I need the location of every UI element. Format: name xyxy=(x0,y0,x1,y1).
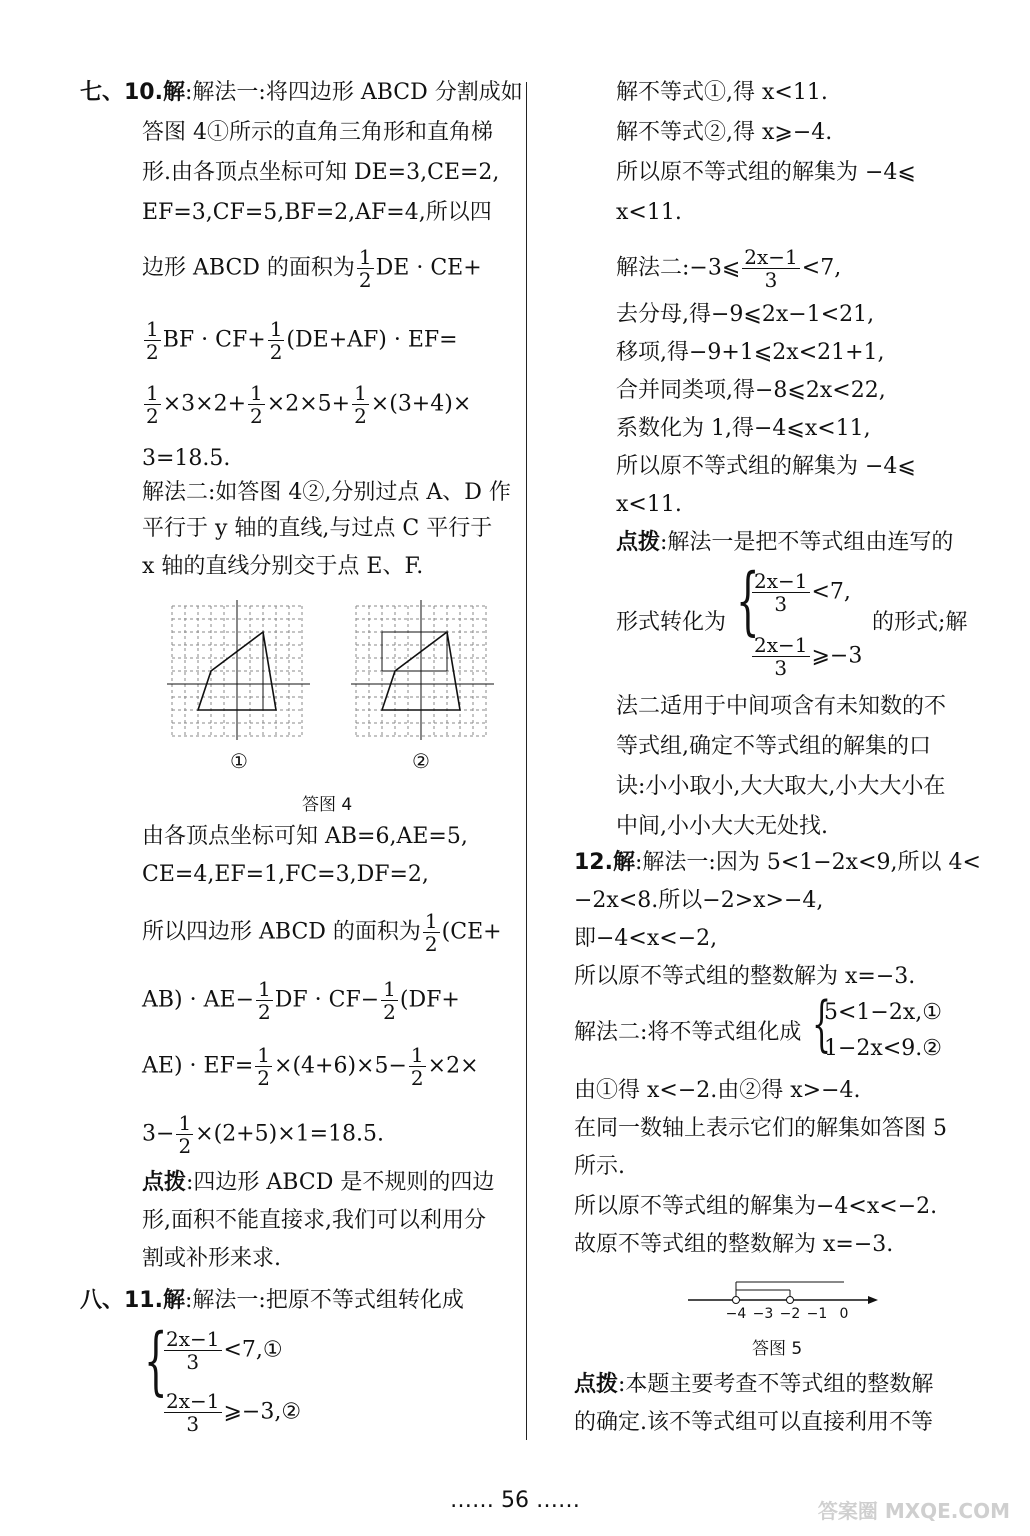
q10-line-5: 边形 ABCD 的面积为 $\frac{1}{2}$ DE · CE+ xyxy=(142,245,482,292)
r-tip-line-2: 形式转化为 xyxy=(616,610,727,635)
number-line-figure-5 xyxy=(684,1274,884,1324)
r-system-brace: { xyxy=(736,558,760,644)
q12-system-line-b: 1−2x<9.② xyxy=(824,1036,942,1061)
figure-4-1-label: ① xyxy=(230,749,248,773)
r-line-10: 所以原不等式组的解集为 −4⩽ xyxy=(616,454,916,479)
r-line-3: 所以原不等式组的解集为 −4⩽ xyxy=(616,160,916,185)
q10-line-3: 形.由各顶点坐标可知 DE=3,CE=2, xyxy=(142,160,500,185)
r-line-11: x<11. xyxy=(616,492,682,517)
r-system-line-a: $\frac{2x-1}{3}$ <7, xyxy=(754,569,851,616)
system-1-line-a: $\frac{2x-1}{3}$ <7,① xyxy=(166,1327,283,1374)
q10-line-6: $\frac{1}{2}$ BF · CF+ $\frac{1}{2}$ (DE+AF) · EF= xyxy=(146,317,458,364)
column-divider xyxy=(526,82,527,1440)
r-tip-line-2b: 的形式;解 xyxy=(872,610,968,635)
r-line-16: 诀:小小取小,大大取大,小大大小在 xyxy=(616,774,946,799)
m2-line-4: 由各顶点坐标可知 AB=6,AE=5, xyxy=(142,824,468,849)
m2-line-3: x 轴的直线分别交于点 E、F. xyxy=(142,554,424,579)
q12-system-line-a: 5<1−2x,① xyxy=(824,1000,942,1025)
q10-line-8: 3=18.5. xyxy=(142,446,231,471)
nl-label-4: 0 xyxy=(839,1306,849,1322)
figure-5-caption: 答图 5 xyxy=(752,1339,803,1359)
q12-line-6: 由①得 x<−2.由②得 x>−4. xyxy=(574,1078,861,1103)
figure-4-caption: 答图 4 xyxy=(302,795,353,815)
q12-tip-line-1: 点拨:本题主要考查不等式组的整数解 xyxy=(574,1372,934,1397)
nl-label-1: −3 xyxy=(752,1306,774,1322)
r-line-9: 系数化为 1,得−4⩽x<11, xyxy=(616,416,871,441)
m2-line-2: 平行于 y 轴的直线,与过点 C 平行于 xyxy=(142,516,493,541)
q12-line-9: 所以原不等式组的解集为−4<x<−2. xyxy=(574,1194,938,1219)
r-line-1: 解不等式①,得 x<11. xyxy=(616,80,828,105)
r-line-8: 合并同类项,得−8⩽2x<22, xyxy=(616,378,886,403)
nl-label-3: −1 xyxy=(806,1306,828,1322)
q12-line-5: 解法二:将不等式组化成 xyxy=(574,1020,802,1045)
m2-line-1: 解法二:如答图 4②,分别过点 A、D 作 xyxy=(142,480,511,505)
nl-label-0: −4 xyxy=(725,1306,747,1322)
q12-line-1: 12.解:解法一:因为 5<1−2x<9,所以 4< xyxy=(574,850,981,875)
q10-line-7: $\frac{1}{2}$ ×3×2+ $\frac{1}{2}$ ×2×5+ $\frac{1}{2}$ ×(3+4)× xyxy=(146,381,472,428)
q10-line-2: 答图 4①所示的直角三角形和直角梯 xyxy=(142,120,493,145)
watermark: 答案圈 MXQE.COM xyxy=(817,1499,1010,1523)
system-brace: { xyxy=(144,1318,168,1404)
r-line-6: 去分母,得−9⩽2x−1<21, xyxy=(616,302,875,327)
q12-line-2: −2x<8.所以−2>x>−4, xyxy=(574,888,824,913)
q10-line-1: 七、10.解:解法一:将四边形 ABCD 分割成如 xyxy=(80,80,523,105)
q12-line-8: 所示. xyxy=(574,1154,625,1179)
tip-line-1: 点拨:四边形 ABCD 是不规则的四边 xyxy=(142,1170,495,1195)
m2-line-6: 所以四边形 ABCD 的面积为 $\frac{1}{2}$ (CE+ xyxy=(142,909,502,956)
q12-line-3: 即−4<x<−2, xyxy=(574,926,718,951)
m2-line-8: AE) · EF= $\frac{1}{2}$ ×(4+6)×5− $\frac{1}{2}$ ×2× xyxy=(142,1043,479,1090)
m2-line-7: AB) · AE− $\frac{1}{2}$ DF · CF− $\frac{1}{2}$ (DF+ xyxy=(142,977,460,1024)
q12-line-7: 在同一数轴上表示它们的解集如答图 5 xyxy=(574,1116,947,1141)
q11-line-1: 八、11.解:解法一:把原不等式组转化成 xyxy=(80,1288,464,1313)
m2-line-9: 3− $\frac{1}{2}$ ×(2+5)×1=18.5. xyxy=(142,1111,385,1158)
r-line-5: 解法二:−3⩽ $\frac{2x-1}{3}$ <7, xyxy=(616,245,842,292)
r-line-15: 等式组,确定不等式组的解集的口 xyxy=(616,734,931,759)
nl-label-2: −2 xyxy=(779,1306,801,1322)
r-system-line-b: $\frac{2x-1}{3}$ ⩾−3 xyxy=(754,633,863,680)
system-1-line-b: $\frac{2x-1}{3}$ ⩾−3,② xyxy=(166,1389,302,1436)
r-line-4: x<11. xyxy=(616,200,682,225)
q12-line-4: 所以原不等式组的整数解为 x=−3. xyxy=(574,964,916,989)
page-number: …… 56 …… xyxy=(450,1488,580,1513)
r-line-2: 解不等式②,得 x⩾−4. xyxy=(616,120,833,145)
r-tip-line-1: 点拨:解法一是把不等式组由连写的 xyxy=(616,530,954,555)
q12-tip-line-2: 的确定.该不等式组可以直接利用不等 xyxy=(574,1410,933,1435)
figure-4-2-label: ② xyxy=(412,749,430,773)
figure-4-1 xyxy=(162,596,312,746)
q12-line-10: 故原不等式组的整数解为 x=−3. xyxy=(574,1232,894,1257)
figure-4-2 xyxy=(346,596,496,746)
q12-system-brace: { xyxy=(812,989,832,1059)
tip-line-3: 割或补形来求. xyxy=(142,1246,281,1271)
r-line-17: 中间,小小大大无处找. xyxy=(616,814,828,839)
q10-line-4: EF=3,CF=5,BF=2,AF=4,所以四 xyxy=(142,200,492,225)
r-line-7: 移项,得−9+1⩽2x<21+1, xyxy=(616,340,885,365)
m2-line-5: CE=4,EF=1,FC=3,DF=2, xyxy=(142,862,429,887)
tip-line-2: 形,面积不能直接求,我们可以利用分 xyxy=(142,1208,486,1233)
r-line-14: 法二适用于中间项含有未知数的不 xyxy=(616,694,947,719)
